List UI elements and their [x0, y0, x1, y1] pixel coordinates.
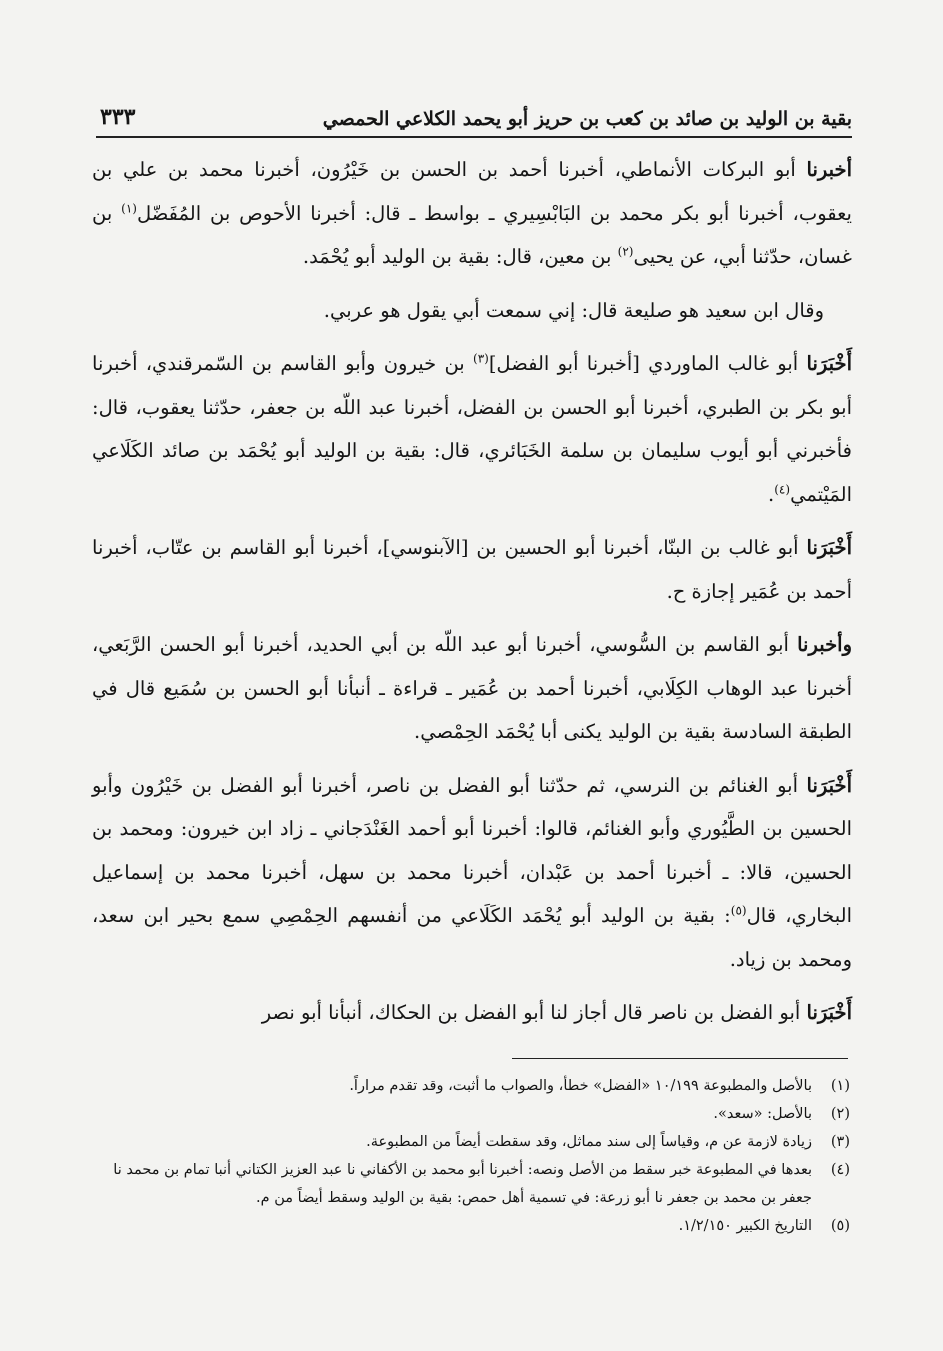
paragraph-text: أبو البركات الأنماطي، أخبرنا أحمد بن الحسن بن خَيْرُون، أخبرنا محمد بن علي بن يعقوب، أخبرنا أبو بكر محمد بن البَابْسِيري ـ بواسط ـ قال: أخبرنا الأحوص بن المُفَضّل	[92, 158, 852, 225]
paragraph	[92, 148, 852, 279]
paragraph-lead: أَخْبَرَنا	[806, 536, 852, 559]
paragraph-text: أبو غالب الماوردي [أخبرنا أبو الفضل]	[488, 352, 807, 375]
footnote-number: (٥)	[830, 1218, 850, 1234]
footnote	[100, 1212, 850, 1240]
footnote-text: بالأصل: «سعد».	[713, 1106, 812, 1122]
paragraph	[92, 526, 852, 613]
footnotes	[100, 1072, 850, 1240]
page-number: ٣٣٣	[100, 104, 136, 130]
paragraph	[92, 342, 852, 516]
paragraph	[92, 764, 852, 982]
footnote-text: بعدها في المطبوعة خبر سقط من الأصل ونصه: أخبرنا أبو محمد بن الأكفاني نا عبد العزيز الكتاني أنبا تمام بن محمد نا جعفر بن محمد بن جعفر نا أبو زرعة: في تسمية أهل حمص: بقية بن الوليد وسقط أيضاً من م.	[113, 1162, 812, 1206]
paragraph-text: بن خيرون وأبو القاسم بن السّمرقندي، أخبرنا أبو بكر بن الطبري، أخبرنا أبو الحسن بن الفضل، أخبرنا عبد اللّه بن جعفر، حدّثنا يعقوب، قال: فأخبرني أبو أيوب سليمان بن سلمة الخَبَائري، قال: بقية بن الوليد أبو يُحْمَد بن صائد الكَلَاعي المَيْتمي	[92, 352, 852, 506]
main-text	[92, 148, 852, 1045]
paragraph-lead: أَخْبَرَنا	[806, 1001, 852, 1024]
footnote-number: (٤)	[830, 1162, 850, 1178]
footnote	[100, 1072, 850, 1100]
footnote	[100, 1100, 850, 1128]
paragraph-lead: أَخْبَرَنا	[806, 773, 852, 797]
paragraph-text: أبو الغنائم بن النرسي، ثم حدّثنا أبو الفضل بن ناصر، أخبرنا أبو الفضل بن خَيْرُون وأبو الحسين بن الطَّيُوري وأبو الغنائم، قالوا: أخبرنا أبو أحمد الغَنْدَجاني ـ زاد ابن خيرون: ومحمد بن الحسين، قالا: ـ أخبرنا أحمد بن عَبْدان، أخبرنا محمد بن سهل، أخبرنا محمد بن إسماعيل البخاري، قال	[92, 773, 853, 927]
footnote-number: (١)	[830, 1078, 850, 1094]
paragraph-lead: أَخْبَرَنا	[806, 352, 852, 375]
footnote-ref: (١)	[121, 201, 137, 215]
footnote-number: (٣)	[830, 1134, 850, 1150]
footnote-text: بالأصل والمطبوعة ١٠/١٩٩ «الفضل» خطأ، والصواب ما أثبت، وقد تقدم مراراً.	[349, 1078, 812, 1094]
header-rule	[96, 136, 852, 138]
footnote	[100, 1156, 850, 1212]
footnote-rule	[512, 1058, 848, 1059]
paragraph	[92, 991, 852, 1035]
paragraph-text: بن غسان، حدّثنا أبي، عن يحيى	[92, 201, 852, 268]
paragraph-text: أبو القاسم بن السُّوسي، أخبرنا أبو عبد اللّه بن أبي الحديد، أخبرنا أبو الحسن الرَّبَعي، أخبرنا عبد الوهاب الكِلَابي، أخبرنا أحمد بن عُمَير ـ قراءة ـ أنبأنا أبو الحسن بن سُمَيع قال في الطبقة السادسة بقية بن الوليد يكنى أبا يُحْمَد الحِمْصي.	[92, 633, 852, 743]
footnote-ref: (٤)	[774, 482, 791, 496]
paragraph-lead: وأخبرنا	[797, 633, 852, 656]
paragraph	[92, 623, 852, 754]
footnote-text: زيادة لازمة عن م، وقياساً إلى سند مماثل، وقد سقطت أيضاً من المطبوعة.	[366, 1134, 812, 1150]
paragraph-text: : بقية بن الوليد أبو يُحْمَد الكَلَاعي من أنفسهم الحِمْصِي سمع بحير ابن سعد، ومحمد بن زياد.	[92, 904, 852, 971]
footnote-text: التاريخ الكبير ١/٢/١٥٠.	[678, 1218, 812, 1234]
paragraph-text: بن معين، قال: بقية بن الوليد أبو يُحْمَد.	[302, 245, 618, 268]
footnote-ref: (٣)	[473, 351, 489, 366]
footnote-ref: (٢)	[617, 244, 634, 259]
paragraph-text: وقال ابن سعيد هو صليعة قال: إني سمعت أبي يقول هو عربي.	[323, 298, 824, 322]
paragraph-text: أبو غالب بن البنّا، أخبرنا أبو الحسين بن [الآبنوسي]، أخبرنا أبو القاسم بن عتّاب، أخبرنا أحمد بن عُمَير إجازة ح.	[92, 536, 852, 603]
footnote-number: (٢)	[830, 1106, 850, 1122]
footnote-ref: (٥)	[730, 903, 747, 918]
running-head: بقية بن الوليد بن صائد بن كعب بن حريز أبو يحمد الكلاعي الحمصي	[322, 108, 852, 130]
paragraph-text: أبو الفضل بن ناصر قال أجاز لنا أبو الفضل بن الحكاك، أنبأنا أبو نصر	[261, 1001, 807, 1024]
footnote	[100, 1128, 850, 1156]
paragraph	[92, 289, 852, 333]
paragraph-text: .	[768, 482, 775, 506]
page-header	[100, 96, 852, 130]
paragraph-lead: أخبرنا	[806, 158, 852, 181]
